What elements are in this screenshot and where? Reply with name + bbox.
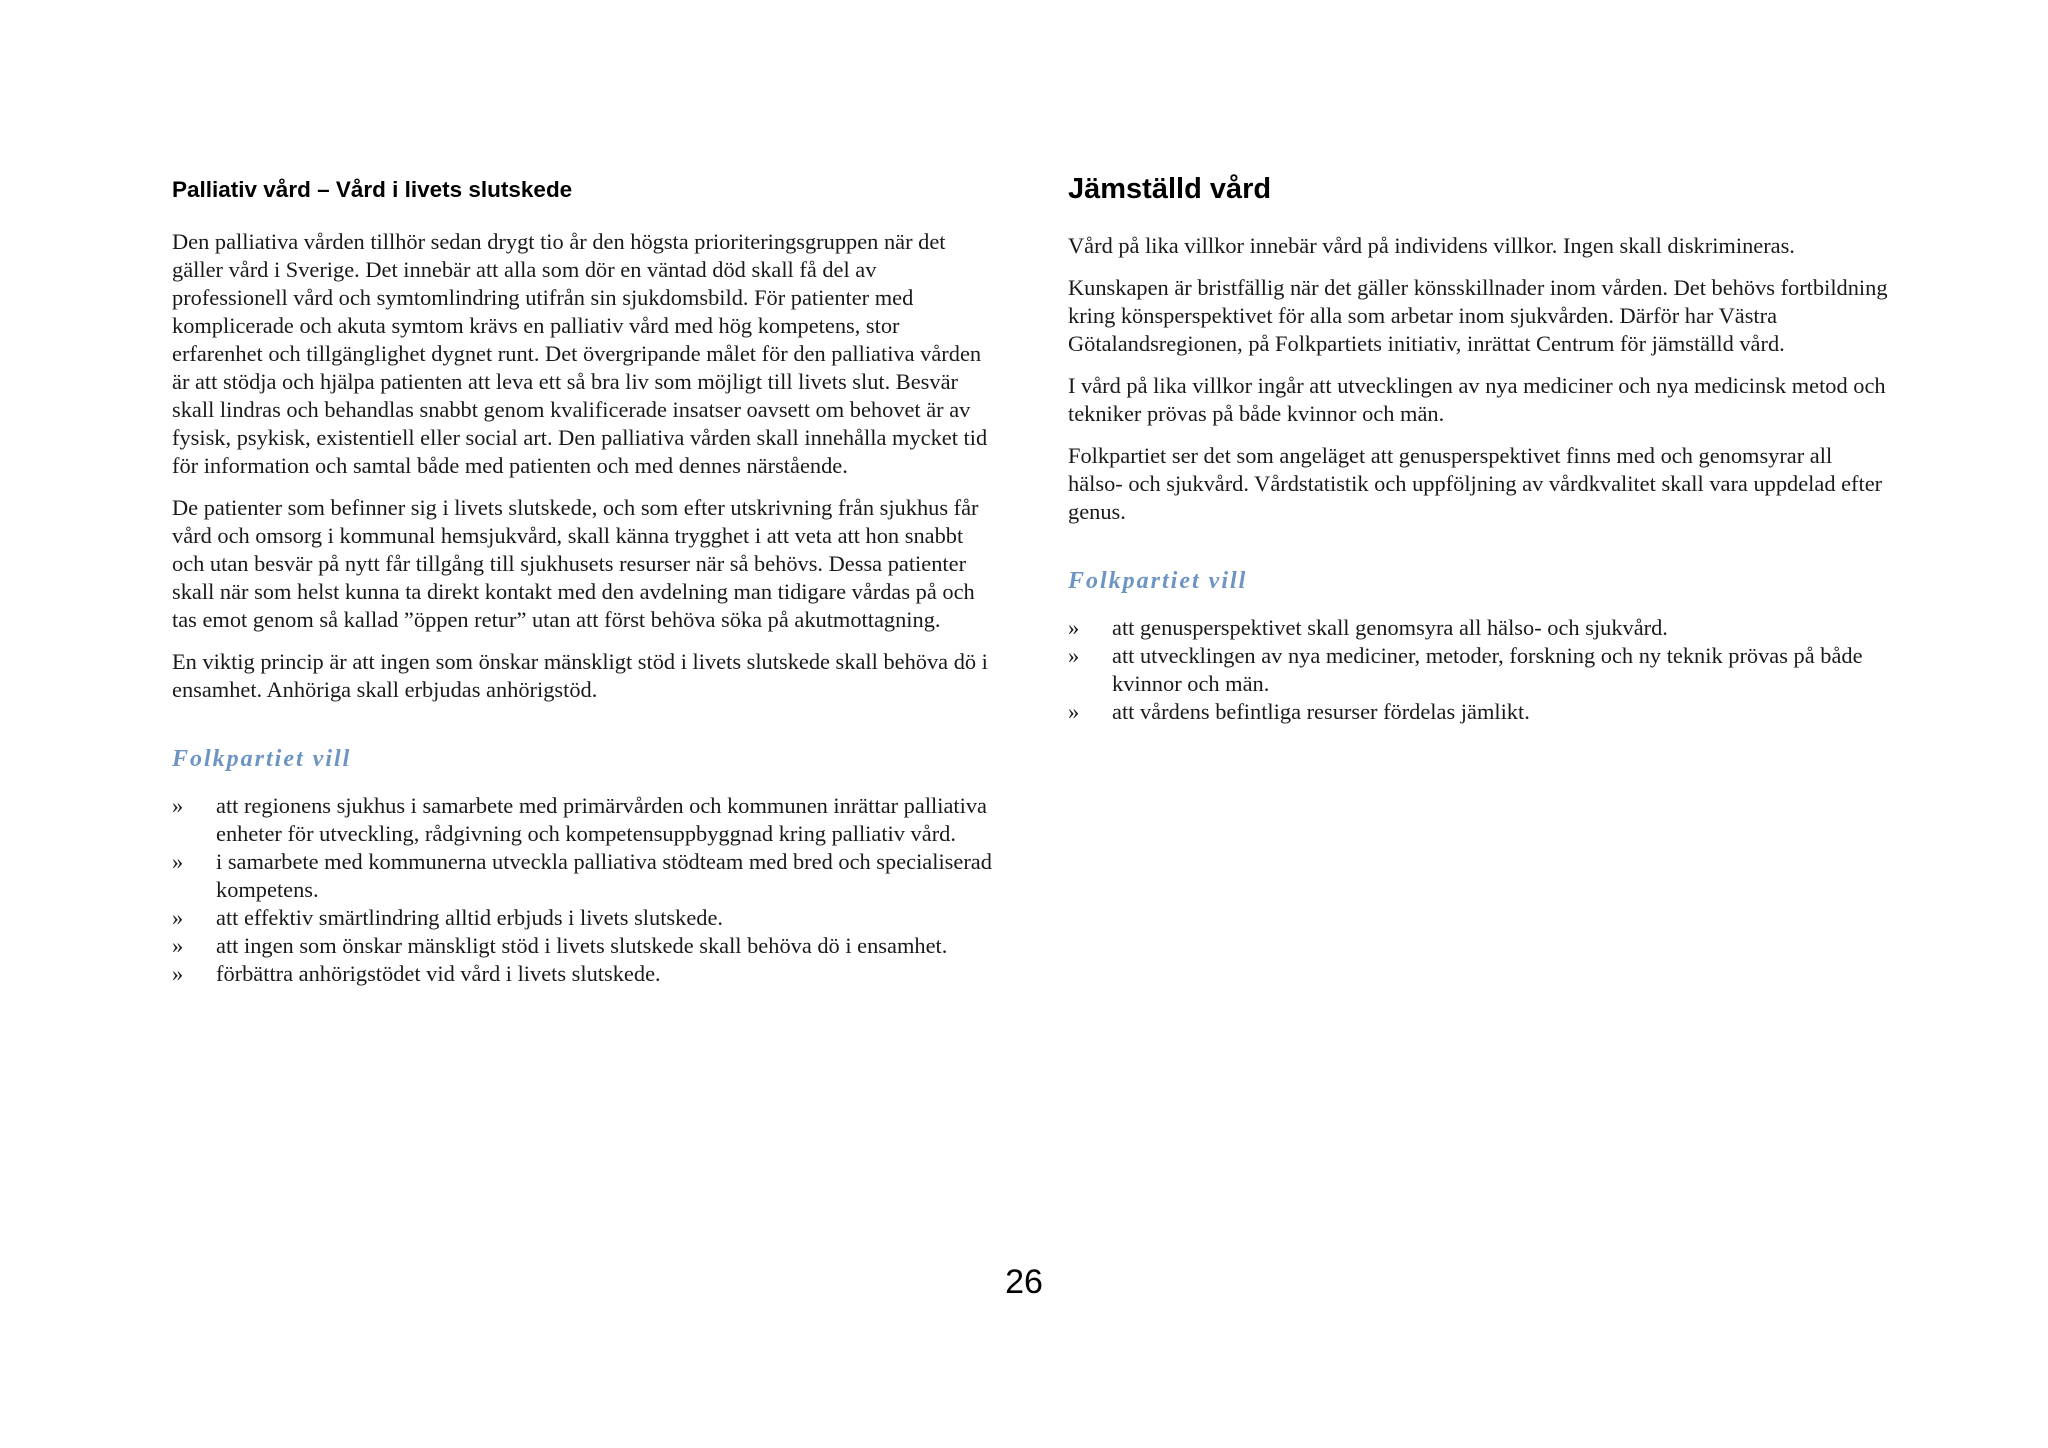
list-item-text: att effektiv smärtlindring alltid erbjuds i livets slutskede.: [216, 905, 724, 930]
bullet-marker: »: [172, 849, 184, 874]
list-item-text: att utvecklingen av nya mediciner, metoder, forskning och ny teknik prövas på både kvinnor och män.: [1112, 643, 1863, 696]
left-column: [172, 170, 992, 988]
bullet-marker: »: [172, 905, 184, 930]
paragraph: Kunskapen är bristfällig när det gäller könsskillnader inom vården. Det behövs fortbildning kring könsperspektivet för alla som arbetar inom sjukvården. Därför har Västra Götalandsregionen, på Folkpartiets initiativ, inrättat Centrum för jämställd vård.: [1068, 275, 1888, 356]
paragraph: En viktig princip är att ingen som önskar mänskligt stöd i livets slutskede skall behöva dö i ensamhet. Anhöriga skall erbjudas anhörigstöd.: [172, 649, 988, 702]
bullet-marker: »: [1068, 699, 1080, 724]
list-item-text: att vårdens befintliga resurser fördelas jämlikt.: [1112, 699, 1530, 724]
subheading-folkpartiet-vill: Folkpartiet vill: [172, 746, 352, 772]
right-column: [1068, 170, 1888, 726]
paragraph: Den palliativa vården tillhör sedan drygt tio år den högsta prioriteringsgruppen när det gäller vård i Sverige. Det innebär att alla som dör en väntad död skall få del av professionell vård och symtomlindring utifrån sin sjukdomsbild. För patienter med komplicerade och akuta symtom krävs en palliativ vård med hög kompetens, stor erfarenhet och tillgänglighet dygnet runt. Det övergripande målet för den palliativa vården är att stödja och hjälpa patienten att leva ett så bra liv som möjligt till livets slut. Besvär skall lindras och behandlas snabbt genom kvalificerade insatser oavsett om behovet är av fysisk, psykisk, existentiell eller social art. Den palliativa vården skall innehålla mycket tid för information och samtal både med patienten och med dennes närstående.: [172, 229, 988, 478]
section-heading-jamstalld: Jämställd vård: [1068, 173, 1272, 205]
section-heading-palliativ: Palliativ vård – Vård i livets slutskede: [172, 177, 573, 202]
list-item: [172, 932, 992, 960]
list-item: [172, 904, 992, 932]
list-item-text: att genusperspektivet skall genomsyra all hälso- och sjukvård.: [1112, 615, 1668, 640]
bullet-marker: »: [172, 793, 184, 818]
paragraph: Vård på lika villkor innebär vård på individens villkor. Ingen skall diskrimineras.: [1068, 233, 1795, 258]
list-item-text: förbättra anhörigstödet vid vård i livets slutskede.: [216, 961, 661, 986]
list-item: [172, 960, 992, 988]
list-item-text: i samarbete med kommunerna utveckla palliativa stödteam med bred och specialiserad kompetens.: [216, 849, 992, 902]
paragraph: De patienter som befinner sig i livets slutskede, och som efter utskrivning från sjukhus får vård och omsorg i kommunal hemsjukvård, skall känna trygghet i att veta att hon snabbt och utan besvär på nytt får tillgång till sjukhusets resurser när så behövs. Dessa patienter skall när som helst kunna ta direkt kontakt med den avdelning man tidigare vårdas på och tas emot genom så kallad ”öppen retur” utan att först behöva söka på akutmottagning.: [172, 495, 979, 632]
list-item: [1068, 698, 1888, 726]
bullet-marker: »: [1068, 643, 1080, 668]
paragraph: Folkpartiet ser det som angeläget att genusperspektivet finns med och genomsyrar all hälso- och sjukvård. Vårdstatistik och uppföljning av vårdkvalitet skall vara uppdelad efter genus.: [1068, 443, 1883, 524]
list-item-text: att ingen som önskar mänskligt stöd i livets slutskede skall behöva dö i ensamhet.: [216, 933, 948, 958]
list-item-text: att regionens sjukhus i samarbete med primärvården och kommunen inrättar palliativa enheter för utveckling, rådgivning och kompetensuppbyggnad kring palliativ vård.: [216, 793, 987, 846]
paragraph: I vård på lika villkor ingår att utvecklingen av nya mediciner och nya medicinsk metod och tekniker prövas på både kvinnor och män.: [1068, 373, 1886, 426]
list-item: [1068, 614, 1888, 642]
bullet-list: [172, 792, 992, 988]
bullet-list: [1068, 614, 1888, 726]
page-number: 26: [1005, 1263, 1043, 1301]
subheading-folkpartiet-vill: Folkpartiet vill: [1068, 568, 1248, 594]
list-item: [172, 792, 992, 848]
bullet-marker: »: [1068, 615, 1080, 640]
bullet-marker: »: [172, 961, 184, 986]
list-item: [1068, 642, 1888, 698]
bullet-marker: »: [172, 933, 184, 958]
list-item: [172, 848, 992, 904]
